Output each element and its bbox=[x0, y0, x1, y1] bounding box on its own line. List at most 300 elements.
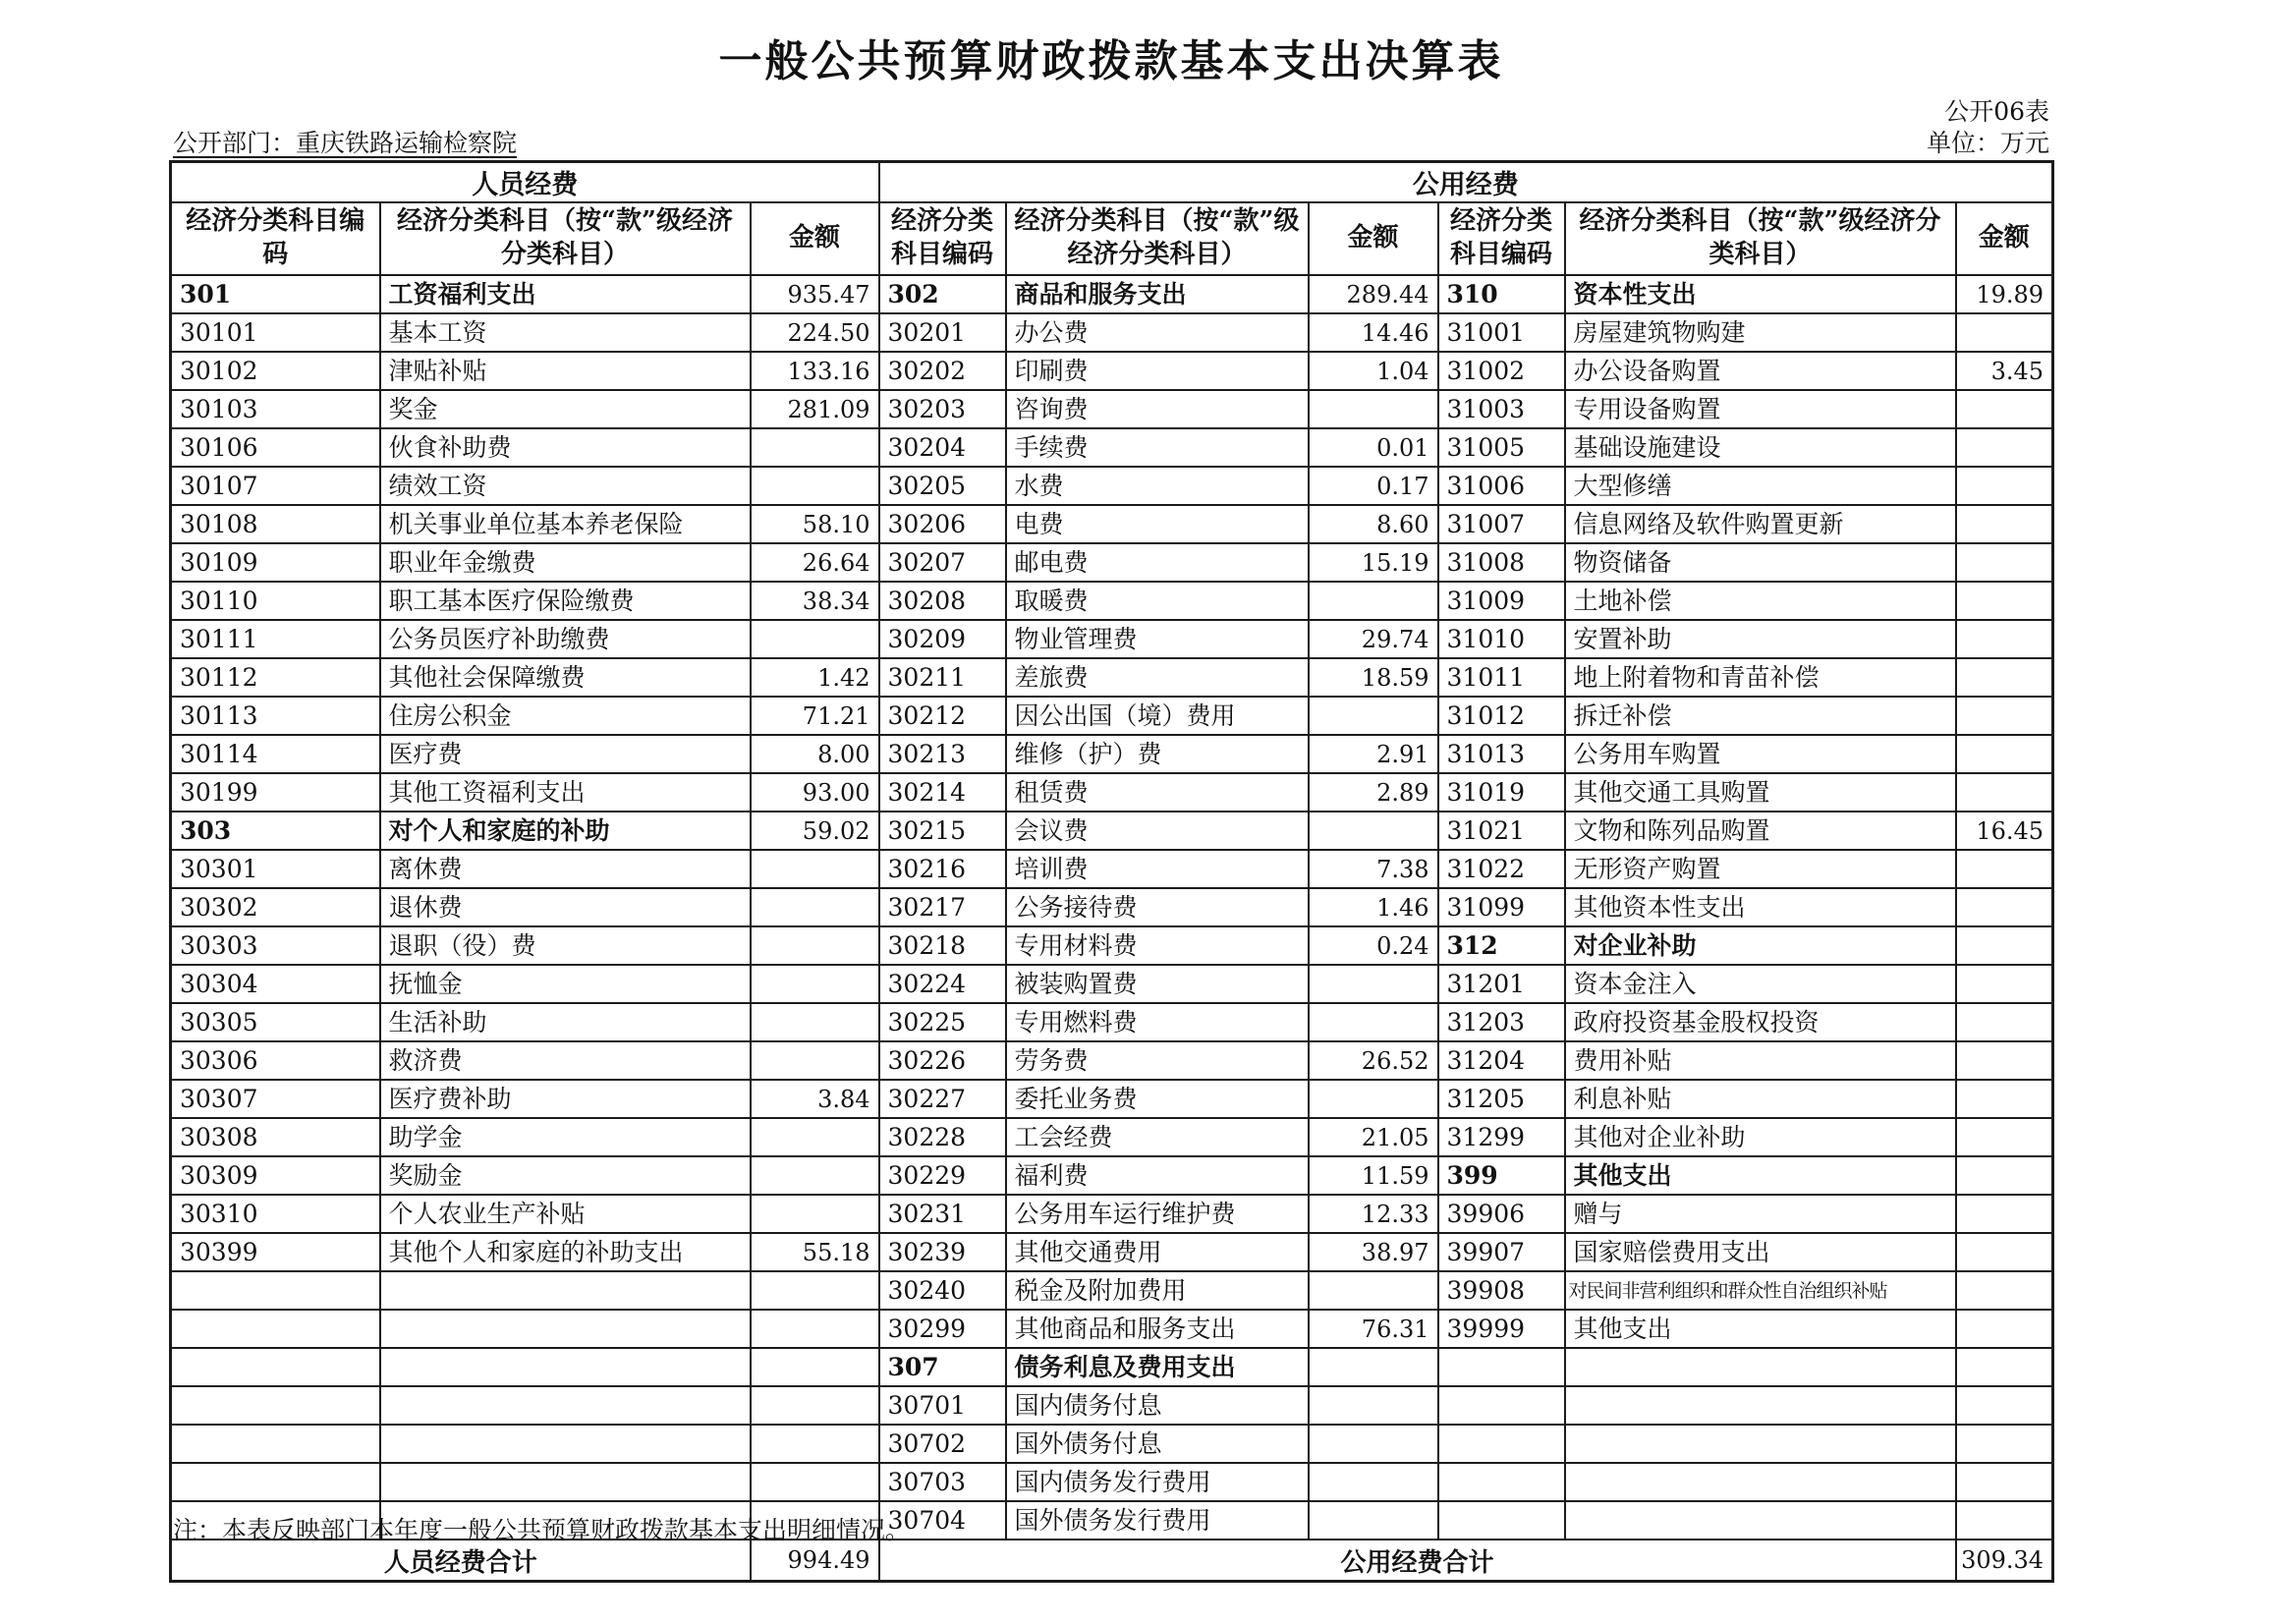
amount-cell: 281.09 bbox=[751, 390, 879, 428]
amount-cell: 1.46 bbox=[1309, 888, 1438, 926]
amount-cell bbox=[1956, 1156, 2053, 1195]
code-cell bbox=[1438, 1501, 1565, 1540]
amount-cell: 289.44 bbox=[1309, 275, 1438, 313]
code-cell: 30299 bbox=[879, 1310, 1006, 1348]
table-row bbox=[171, 1041, 2053, 1080]
subject-cell: 离休费 bbox=[380, 850, 751, 888]
amount-cell bbox=[1956, 390, 2053, 428]
amount-cell bbox=[1956, 1386, 2053, 1425]
table-row bbox=[171, 850, 2053, 888]
code-cell: 30107 bbox=[171, 467, 380, 505]
code-cell: 312 bbox=[1438, 926, 1565, 965]
subject-cell: 其他对企业补助 bbox=[1565, 1118, 1956, 1156]
code-cell: 30109 bbox=[171, 543, 380, 582]
amount-cell: 1.04 bbox=[1309, 352, 1438, 390]
amount-cell bbox=[1956, 850, 2053, 888]
code-cell: 399 bbox=[1438, 1156, 1565, 1195]
column-header-subject: 经济分类科目（按“款”级经济分类科目） bbox=[1006, 202, 1309, 275]
subject-cell: 培训费 bbox=[1006, 850, 1309, 888]
subject-cell bbox=[380, 1348, 751, 1386]
code-cell: 30201 bbox=[879, 313, 1006, 352]
amount-cell: 38.97 bbox=[1309, 1233, 1438, 1271]
table-row bbox=[171, 543, 2053, 582]
amount-cell: 55.18 bbox=[751, 1233, 879, 1271]
subject-cell bbox=[1565, 1425, 1956, 1463]
amount-cell: 16.45 bbox=[1956, 812, 2053, 850]
code-cell: 310 bbox=[1438, 275, 1565, 313]
code-cell: 30218 bbox=[879, 926, 1006, 965]
amount-cell bbox=[1956, 313, 2053, 352]
code-cell: 30112 bbox=[171, 658, 380, 697]
code-cell: 30228 bbox=[879, 1118, 1006, 1156]
amount-cell bbox=[1956, 1233, 2053, 1271]
amount-cell bbox=[751, 1425, 879, 1463]
amount-cell bbox=[1956, 658, 2053, 697]
code-cell: 30305 bbox=[171, 1003, 380, 1041]
amount-cell bbox=[1956, 620, 2053, 658]
amount-cell: 3.45 bbox=[1956, 352, 2053, 390]
table-row bbox=[171, 926, 2053, 965]
column-header-amount: 金额 bbox=[1956, 202, 2053, 275]
code-cell: 31299 bbox=[1438, 1118, 1565, 1156]
code-cell: 30111 bbox=[171, 620, 380, 658]
amount-cell: 3.84 bbox=[751, 1080, 879, 1118]
amount-cell: 26.64 bbox=[751, 543, 879, 582]
code-cell: 30212 bbox=[879, 697, 1006, 735]
code-cell: 30213 bbox=[879, 735, 1006, 773]
amount-cell: 58.10 bbox=[751, 505, 879, 543]
code-cell: 31012 bbox=[1438, 697, 1565, 735]
code-cell: 30240 bbox=[879, 1271, 1006, 1310]
amount-cell bbox=[751, 467, 879, 505]
subject-cell: 津贴补贴 bbox=[380, 352, 751, 390]
subject-cell: 房屋建筑物购建 bbox=[1565, 313, 1956, 352]
amount-cell bbox=[751, 1271, 879, 1310]
code-cell: 31019 bbox=[1438, 773, 1565, 812]
code-cell: 30114 bbox=[171, 735, 380, 773]
subject-cell: 公务接待费 bbox=[1006, 888, 1309, 926]
column-header-row bbox=[171, 202, 2053, 275]
subject-cell: 水费 bbox=[1006, 467, 1309, 505]
subject-cell bbox=[380, 1386, 751, 1425]
amount-cell: 38.34 bbox=[751, 582, 879, 620]
amount-cell bbox=[1309, 1271, 1438, 1310]
code-cell: 30703 bbox=[879, 1463, 1006, 1501]
amount-cell: 93.00 bbox=[751, 773, 879, 812]
table-row bbox=[171, 1233, 2053, 1271]
subject-cell: 政府投资基金股权投资 bbox=[1565, 1003, 1956, 1041]
table-row bbox=[171, 658, 2053, 697]
subject-cell: 国内债务付息 bbox=[1006, 1386, 1309, 1425]
amount-cell: 0.24 bbox=[1309, 926, 1438, 965]
code-cell bbox=[171, 1386, 380, 1425]
amount-cell bbox=[1956, 735, 2053, 773]
amount-cell bbox=[751, 1156, 879, 1195]
subject-cell: 差旅费 bbox=[1006, 658, 1309, 697]
amount-cell: 14.46 bbox=[1309, 313, 1438, 352]
table-row bbox=[171, 1386, 2053, 1425]
amount-cell: 26.52 bbox=[1309, 1041, 1438, 1080]
subject-cell: 费用补贴 bbox=[1565, 1041, 1956, 1080]
code-cell: 30303 bbox=[171, 926, 380, 965]
code-cell: 31201 bbox=[1438, 965, 1565, 1003]
amount-cell bbox=[1309, 697, 1438, 735]
amount-cell bbox=[751, 1041, 879, 1080]
amount-cell bbox=[1956, 1271, 2053, 1310]
table-note: 注：本表反映部门本年度一般公共预算财政拨款基本支出明细情况。 bbox=[173, 1516, 911, 1544]
table-row bbox=[171, 620, 2053, 658]
code-cell: 39908 bbox=[1438, 1271, 1565, 1310]
code-cell bbox=[171, 1463, 380, 1501]
amount-cell bbox=[1956, 543, 2053, 582]
code-cell: 30207 bbox=[879, 543, 1006, 582]
subject-cell: 其他支出 bbox=[1565, 1156, 1956, 1195]
code-cell: 301 bbox=[171, 275, 380, 313]
amount-cell: 76.31 bbox=[1309, 1310, 1438, 1348]
column-header-code: 经济分类科目编码 bbox=[879, 202, 1006, 275]
subject-cell: 退职（役）费 bbox=[380, 926, 751, 965]
amount-cell bbox=[751, 1386, 879, 1425]
subject-cell: 助学金 bbox=[380, 1118, 751, 1156]
subject-cell: 其他资本性支出 bbox=[1565, 888, 1956, 926]
code-cell: 30209 bbox=[879, 620, 1006, 658]
amount-cell bbox=[1956, 428, 2053, 467]
subject-cell: 工会经费 bbox=[1006, 1118, 1309, 1156]
subject-cell: 住房公积金 bbox=[380, 697, 751, 735]
code-cell: 30202 bbox=[879, 352, 1006, 390]
code-cell: 30704 bbox=[879, 1501, 1006, 1540]
subject-cell: 赠与 bbox=[1565, 1195, 1956, 1233]
subject-cell bbox=[380, 1463, 751, 1501]
amount-cell bbox=[1956, 582, 2053, 620]
code-cell: 307 bbox=[879, 1348, 1006, 1386]
code-cell: 31001 bbox=[1438, 313, 1565, 352]
subject-cell bbox=[380, 1271, 751, 1310]
table-row bbox=[171, 1080, 2053, 1118]
public-total-amount: 309.34 bbox=[1956, 1540, 2053, 1582]
code-cell: 30310 bbox=[171, 1195, 380, 1233]
subject-cell: 公务用车购置 bbox=[1565, 735, 1956, 773]
code-cell: 30106 bbox=[171, 428, 380, 467]
code-cell: 30217 bbox=[879, 888, 1006, 926]
subject-cell: 手续费 bbox=[1006, 428, 1309, 467]
budget-table bbox=[169, 160, 2054, 1583]
subject-cell: 办公费 bbox=[1006, 313, 1309, 352]
amount-cell bbox=[1956, 1425, 2053, 1463]
table-row bbox=[171, 1195, 2053, 1233]
subject-cell: 抚恤金 bbox=[380, 965, 751, 1003]
subject-cell: 基本工资 bbox=[380, 313, 751, 352]
amount-cell bbox=[1956, 1003, 2053, 1041]
code-cell bbox=[1438, 1348, 1565, 1386]
subject-cell: 绩效工资 bbox=[380, 467, 751, 505]
subject-cell: 商品和服务支出 bbox=[1006, 275, 1309, 313]
amount-cell: 0.17 bbox=[1309, 467, 1438, 505]
code-cell: 30205 bbox=[879, 467, 1006, 505]
code-cell: 31006 bbox=[1438, 467, 1565, 505]
code-cell: 31005 bbox=[1438, 428, 1565, 467]
amount-cell bbox=[1956, 888, 2053, 926]
amount-cell: 71.21 bbox=[751, 697, 879, 735]
code-cell: 31021 bbox=[1438, 812, 1565, 850]
amount-cell bbox=[1956, 1348, 2053, 1386]
table-row bbox=[171, 1463, 2053, 1501]
code-cell: 31008 bbox=[1438, 543, 1565, 582]
subject-cell: 救济费 bbox=[380, 1041, 751, 1080]
subject-cell: 对民间非营利组织和群众性自治组织补贴 bbox=[1565, 1271, 1956, 1310]
column-header-code: 经济分类科目编码 bbox=[171, 202, 380, 275]
amount-cell bbox=[751, 620, 879, 658]
code-cell: 31007 bbox=[1438, 505, 1565, 543]
amount-cell bbox=[751, 926, 879, 965]
code-cell: 30206 bbox=[879, 505, 1006, 543]
amount-cell bbox=[1309, 1348, 1438, 1386]
table-row bbox=[171, 275, 2053, 313]
amount-cell bbox=[751, 1118, 879, 1156]
section-header-row bbox=[171, 162, 2053, 203]
code-cell: 30226 bbox=[879, 1041, 1006, 1080]
amount-cell bbox=[751, 965, 879, 1003]
subject-cell: 其他个人和家庭的补助支出 bbox=[380, 1233, 751, 1271]
section-header-public: 公用经费 bbox=[879, 162, 2053, 203]
subject-cell: 其他支出 bbox=[1565, 1310, 1956, 1348]
subject-cell: 公务用车运行维护费 bbox=[1006, 1195, 1309, 1233]
subject-cell: 其他商品和服务支出 bbox=[1006, 1310, 1309, 1348]
amount-cell bbox=[1956, 1310, 2053, 1348]
code-cell bbox=[171, 1425, 380, 1463]
code-cell: 30302 bbox=[171, 888, 380, 926]
code-cell: 31022 bbox=[1438, 850, 1565, 888]
code-cell: 30208 bbox=[879, 582, 1006, 620]
amount-cell: 133.16 bbox=[751, 352, 879, 390]
table-row bbox=[171, 1271, 2053, 1310]
table-row bbox=[171, 812, 2053, 850]
subject-cell: 利息补贴 bbox=[1565, 1080, 1956, 1118]
amount-cell: 224.50 bbox=[751, 313, 879, 352]
subject-cell: 国外债务付息 bbox=[1006, 1425, 1309, 1463]
amount-cell: 8.00 bbox=[751, 735, 879, 773]
table-row bbox=[171, 1118, 2053, 1156]
code-cell bbox=[1438, 1386, 1565, 1425]
amount-cell bbox=[751, 1463, 879, 1501]
amount-cell bbox=[751, 850, 879, 888]
table-row bbox=[171, 1425, 2053, 1463]
amount-cell bbox=[751, 888, 879, 926]
subject-cell: 资本金注入 bbox=[1565, 965, 1956, 1003]
subject-cell bbox=[1565, 1501, 1956, 1540]
code-cell: 30216 bbox=[879, 850, 1006, 888]
amount-cell: 11.59 bbox=[1309, 1156, 1438, 1195]
table-row bbox=[171, 773, 2053, 812]
code-cell: 30304 bbox=[171, 965, 380, 1003]
subject-cell: 生活补助 bbox=[380, 1003, 751, 1041]
code-cell: 30399 bbox=[171, 1233, 380, 1271]
amount-cell: 19.89 bbox=[1956, 275, 2053, 313]
public-total-label: 公用经费合计 bbox=[879, 1540, 1956, 1582]
section-header-personnel: 人员经费 bbox=[171, 162, 879, 203]
column-header-amount: 金额 bbox=[751, 202, 879, 275]
amount-cell bbox=[1309, 1501, 1438, 1540]
subject-cell: 退休费 bbox=[380, 888, 751, 926]
unit-label: 单位：万元 bbox=[1926, 129, 2049, 157]
subject-cell: 被装购置费 bbox=[1006, 965, 1309, 1003]
code-cell: 31010 bbox=[1438, 620, 1565, 658]
code-cell: 30231 bbox=[879, 1195, 1006, 1233]
subject-cell bbox=[1565, 1348, 1956, 1386]
subject-cell: 工资福利支出 bbox=[380, 275, 751, 313]
code-cell: 30227 bbox=[879, 1080, 1006, 1118]
code-cell: 30214 bbox=[879, 773, 1006, 812]
code-cell: 39907 bbox=[1438, 1233, 1565, 1271]
subject-cell: 文物和陈列品购置 bbox=[1565, 812, 1956, 850]
subject-cell: 维修（护）费 bbox=[1006, 735, 1309, 773]
amount-cell bbox=[1956, 1463, 2053, 1501]
subject-cell: 国内债务发行费用 bbox=[1006, 1463, 1309, 1501]
code-cell: 39906 bbox=[1438, 1195, 1565, 1233]
subject-cell bbox=[1565, 1463, 1956, 1501]
amount-cell bbox=[1309, 582, 1438, 620]
subject-cell: 其他交通费用 bbox=[1006, 1233, 1309, 1271]
amount-cell bbox=[751, 1003, 879, 1041]
subject-cell: 物业管理费 bbox=[1006, 620, 1309, 658]
subject-cell: 债务利息及费用支出 bbox=[1006, 1348, 1309, 1386]
subject-cell: 办公设备购置 bbox=[1565, 352, 1956, 390]
amount-cell bbox=[1956, 926, 2053, 965]
code-cell: 30309 bbox=[171, 1156, 380, 1195]
subject-cell: 奖励金 bbox=[380, 1156, 751, 1195]
amount-cell bbox=[1309, 1463, 1438, 1501]
amount-cell: 2.91 bbox=[1309, 735, 1438, 773]
table-row bbox=[171, 1348, 2053, 1386]
amount-cell bbox=[1956, 965, 2053, 1003]
amount-cell: 935.47 bbox=[751, 275, 879, 313]
code-cell: 31013 bbox=[1438, 735, 1565, 773]
code-cell: 302 bbox=[879, 275, 1006, 313]
subject-cell: 拆迁补偿 bbox=[1565, 697, 1956, 735]
code-cell: 31204 bbox=[1438, 1041, 1565, 1080]
code-cell: 30102 bbox=[171, 352, 380, 390]
subject-cell bbox=[1565, 1386, 1956, 1425]
subject-cell: 国外债务发行费用 bbox=[1006, 1501, 1309, 1540]
code-cell: 30110 bbox=[171, 582, 380, 620]
subject-cell: 其他工资福利支出 bbox=[380, 773, 751, 812]
subject-cell: 其他交通工具购置 bbox=[1565, 773, 1956, 812]
amount-cell: 8.60 bbox=[1309, 505, 1438, 543]
subject-cell: 医疗费补助 bbox=[380, 1080, 751, 1118]
amount-cell bbox=[1309, 390, 1438, 428]
code-cell: 30308 bbox=[171, 1118, 380, 1156]
subject-cell: 基础设施建设 bbox=[1565, 428, 1956, 467]
amount-cell bbox=[1956, 1501, 2053, 1540]
subject-cell: 土地补偿 bbox=[1565, 582, 1956, 620]
document-content bbox=[169, 0, 2053, 1624]
code-cell: 30224 bbox=[879, 965, 1006, 1003]
amount-cell: 0.01 bbox=[1309, 428, 1438, 467]
amount-cell bbox=[751, 1310, 879, 1348]
amount-cell bbox=[1956, 467, 2053, 505]
amount-cell bbox=[1309, 1080, 1438, 1118]
column-header-subject: 经济分类科目（按“款”级经济分类科目） bbox=[380, 202, 751, 275]
subject-cell: 电费 bbox=[1006, 505, 1309, 543]
subject-cell: 取暖费 bbox=[1006, 582, 1309, 620]
amount-cell bbox=[1309, 812, 1438, 850]
code-cell bbox=[1438, 1425, 1565, 1463]
amount-cell: 12.33 bbox=[1309, 1195, 1438, 1233]
table-row bbox=[171, 1310, 2053, 1348]
code-cell: 30301 bbox=[171, 850, 380, 888]
code-cell: 30307 bbox=[171, 1080, 380, 1118]
code-cell: 31099 bbox=[1438, 888, 1565, 926]
code-cell: 31009 bbox=[1438, 582, 1565, 620]
amount-cell: 21.05 bbox=[1309, 1118, 1438, 1156]
code-cell: 30199 bbox=[171, 773, 380, 812]
subject-cell: 专用燃料费 bbox=[1006, 1003, 1309, 1041]
amount-cell bbox=[1309, 1386, 1438, 1425]
subject-cell bbox=[380, 1310, 751, 1348]
amount-cell bbox=[1956, 1118, 2053, 1156]
subject-cell: 资本性支出 bbox=[1565, 275, 1956, 313]
table-body bbox=[171, 275, 2053, 1540]
code-cell: 30215 bbox=[879, 812, 1006, 850]
subject-cell: 委托业务费 bbox=[1006, 1080, 1309, 1118]
amount-cell bbox=[1309, 965, 1438, 1003]
subject-cell: 对企业补助 bbox=[1565, 926, 1956, 965]
code-cell: 303 bbox=[171, 812, 380, 850]
subject-cell: 医疗费 bbox=[380, 735, 751, 773]
subject-cell: 大型修缮 bbox=[1565, 467, 1956, 505]
amount-cell bbox=[1309, 1425, 1438, 1463]
subject-cell: 职业年金缴费 bbox=[380, 543, 751, 582]
subject-cell: 会议费 bbox=[1006, 812, 1309, 850]
amount-cell bbox=[751, 1195, 879, 1233]
code-cell: 31003 bbox=[1438, 390, 1565, 428]
code-cell: 31002 bbox=[1438, 352, 1565, 390]
subject-cell: 伙食补助费 bbox=[380, 428, 751, 467]
subject-cell: 其他社会保障缴费 bbox=[380, 658, 751, 697]
table-row bbox=[171, 888, 2053, 926]
amount-cell: 2.89 bbox=[1309, 773, 1438, 812]
code-cell: 30211 bbox=[879, 658, 1006, 697]
subject-cell: 因公出国（境）费用 bbox=[1006, 697, 1309, 735]
table-row bbox=[171, 428, 2053, 467]
column-header-amount: 金额 bbox=[1309, 202, 1438, 275]
subject-cell: 职工基本医疗保险缴费 bbox=[380, 582, 751, 620]
personnel-total-amount: 994.49 bbox=[751, 1540, 879, 1582]
amount-cell bbox=[1309, 1003, 1438, 1041]
table-row bbox=[171, 582, 2053, 620]
subject-cell bbox=[380, 1425, 751, 1463]
subject-cell: 劳务费 bbox=[1006, 1041, 1309, 1080]
code-cell: 30239 bbox=[879, 1233, 1006, 1271]
code-cell bbox=[1438, 1463, 1565, 1501]
table-row bbox=[171, 965, 2053, 1003]
column-header-subject: 经济分类科目（按“款”级经济分类科目） bbox=[1565, 202, 1956, 275]
amount-cell: 59.02 bbox=[751, 812, 879, 850]
table-row bbox=[171, 313, 2053, 352]
code-cell: 30101 bbox=[171, 313, 380, 352]
subject-cell: 福利费 bbox=[1006, 1156, 1309, 1195]
amount-cell: 7.38 bbox=[1309, 850, 1438, 888]
amount-cell bbox=[751, 1348, 879, 1386]
amount-cell bbox=[1956, 1041, 2053, 1080]
subject-cell: 租赁费 bbox=[1006, 773, 1309, 812]
code-cell: 30108 bbox=[171, 505, 380, 543]
page-title: 一般公共预算财政拨款基本支出决算表 bbox=[718, 36, 1504, 86]
amount-cell bbox=[1956, 505, 2053, 543]
amount-cell: 29.74 bbox=[1309, 620, 1438, 658]
personnel-total-label: 人员经费合计 bbox=[171, 1540, 751, 1582]
table-row bbox=[171, 390, 2053, 428]
